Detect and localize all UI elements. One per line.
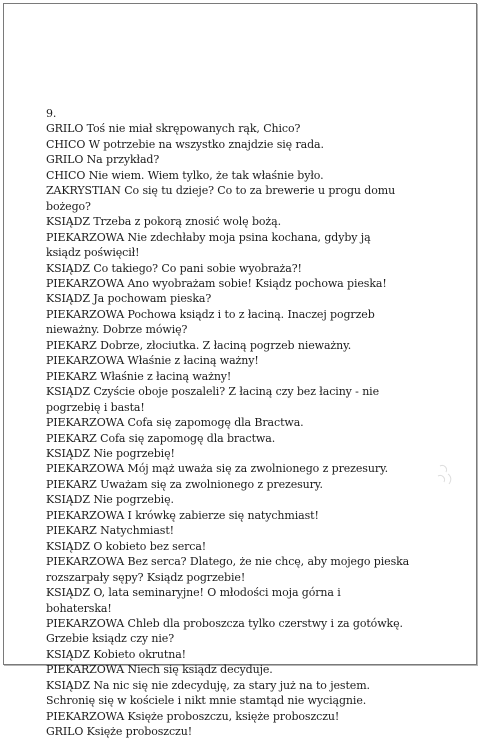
dialogue-text: Uważam się za zwolnionego z prezesury. [100,477,323,491]
dialogue-line [46,570,446,585]
dialogue-text: bożego? [46,199,91,213]
dialogue-line [46,199,446,214]
dialogue-line [46,693,446,708]
dialogue-text: I krówkę zabierze się natychmiast! [127,508,319,522]
speaker-name: PIEKARZOWA [46,616,125,630]
speaker-name: GRILO [46,122,84,136]
dialogue-text: Schronię się w kościele i nikt mnie stamtąd nie wyciągnie. [46,694,367,708]
dialogue-line [46,384,446,399]
speaker-name: KSIĄDZ [46,385,90,399]
speaker-name: PIEKARZOWA [46,307,125,321]
dialogue-text: Co się tu dzieje? Co to za brewerie u progu domu [124,184,396,198]
dialogue-line [46,152,446,167]
dialogue-text: rozszarpały sępy? Ksiądz pogrzebie! [46,570,246,584]
dialogue-line [46,678,446,693]
dialogue-text: Pochowa ksiądz i to z łaciną. Inaczej pogrzeb [127,307,375,321]
dialogue-text: O, lata seminaryjne! O młodości moja górna i [93,586,341,600]
dialogue-text: Księże proboszczu, księże proboszczu! [127,709,340,723]
dialogue-text: Dobrze, złociutka. Z łaciną pogrzeb nieważny. [100,338,352,352]
speaker-name: CHICO [46,137,86,151]
dialogue-text: Mój mąż uważa się za zwolnionego z prezesury. [127,462,389,476]
dialogue-text: O kobieto bez serca! [93,539,207,553]
speaker-name: PIEKARZ [46,369,97,383]
dialogue-text: Co takiego? Co pani sobie wyobraża?! [93,261,302,275]
dialogue-line [46,168,446,183]
dialogue-text: Cofa się zapomogę dla Bractwa. [127,416,304,430]
dialogue-text: Właśnie z łaciną ważny! [100,369,232,383]
dialogue-line [46,724,446,739]
dialogue-line [46,137,446,152]
dialogue-text: nieważny. Dobrze mówię? [46,323,188,337]
dialogue-text: ksiądz poświęcił! [46,246,140,260]
speaker-name: KSIĄDZ [46,292,90,306]
dialogue-text: Ja pochowam pieska? [93,292,212,306]
speaker-name: CHICO [46,168,86,182]
dialogue-text: Ano wyobrażam sobie! Ksiądz pochowa pieska! [127,276,387,290]
dialogue-text: Na nic się nie zdecyduję, za stary już na to jestem. [93,678,370,692]
dialogue-text: Nie wiem. Wiem tylko, że tak właśnie było. [88,168,324,182]
speaker-name: PIEKARZ [46,524,97,538]
dialogue-text: Bez serca? Dlatego, że nie chcę, aby mojego pieska [127,555,410,569]
dialogue-line [46,477,446,492]
speaker-name: PIEKARZOWA [46,230,125,244]
dialogue-line [46,709,446,724]
dialogue-line [46,276,446,291]
speaker-name: GRILO [46,153,84,167]
speaker-name: KSIĄDZ [46,215,90,229]
dialogue-line [46,601,446,616]
dialogue-text: Trzeba z pokorą znosić wolę bożą. [93,215,281,229]
dialogue-line [46,539,446,554]
dialogue-line [46,631,446,646]
dialogue-line [46,353,446,368]
dialogue-line [46,446,446,461]
speaker-name: KSIĄDZ [46,678,90,692]
speaker-name: PIEKARZOWA [46,663,125,677]
speaker-name: KSIĄDZ [46,493,90,507]
dialogue-text: Toś nie miał skrępowanych rąk, Chico? [86,122,301,136]
dialogue-line [46,616,446,631]
speaker-name: PIEKARZOWA [46,709,125,723]
dialogue-text: Nie zdechłaby moja psina kochana, gdyby ją [127,230,371,244]
dialogue-text: bohaterska! [46,601,112,615]
dialogue-line [46,523,446,538]
dialogue-text: Czyście oboje poszaleli? Z łaciną czy bez łaciny - nie [93,385,380,399]
dialogue-line [46,585,446,600]
dialogue-line [46,214,446,229]
speaker-name: KSIĄDZ [46,647,90,661]
speaker-name: PIEKARZ [46,338,97,352]
dialogue-line [46,492,446,507]
dialogue-text: Natychmiast! [100,524,174,538]
dialogue-line [46,415,446,430]
dialogue-text: Chleb dla proboszcza tylko czerstwy i za gotówkę. [127,616,403,630]
paper-smudge-mark [434,462,456,488]
dialogue-line [46,261,446,276]
speaker-name: PIEKARZOWA [46,508,125,522]
speaker-name: KSIĄDZ [46,446,90,460]
speaker-name: PIEKARZ [46,431,97,445]
dialogue-line [46,230,446,245]
speaker-name: KSIĄDZ [46,586,90,600]
dialogue-line [46,369,446,384]
script-text [46,106,446,740]
dialogue-line [46,121,446,136]
speaker-name: PIEKARZ [46,477,97,491]
speaker-name: ZAKRYSTIAN [46,184,121,198]
dialogue-text: Kobieto okrutna! [93,647,186,661]
speaker-name: GRILO [46,725,84,739]
page-number: 9. [46,107,57,120]
dialogue-line [46,291,446,306]
dialogue-text: Księże proboszczu! [86,725,193,739]
speaker-name: PIEKARZOWA [46,462,125,476]
dialogue-line [46,183,446,198]
dialogue-line [46,431,446,446]
document-page [3,3,477,739]
dialogue-text: Cofa się zapomogę dla bractwa. [100,431,276,445]
dialogue-line [46,662,446,677]
dialogue-line [46,307,446,322]
speaker-name: PIEKARZOWA [46,276,125,290]
dialogue-line [46,508,446,523]
dialogue-text: Grzebie ksiądz czy nie? [46,632,175,646]
dialogue-text: Właśnie z łaciną ważny! [127,354,259,368]
speaker-name: KSIĄDZ [46,261,90,275]
dialogue-line [46,245,446,260]
dialogue-text: Na przykład? [86,153,160,167]
dialogue-text: pogrzebię i basta! [46,400,145,414]
dialogue-text: W potrzebie na wszystko znajdzie się rada. [88,137,324,151]
speaker-name: PIEKARZOWA [46,354,125,368]
dialogue-text: Niech się ksiądz decyduje. [127,663,273,677]
speaker-name: PIEKARZOWA [46,555,125,569]
dialogue-text: Nie pogrzebię. [93,493,174,507]
dialogue-line [46,554,446,569]
dialogue-line [46,647,446,662]
dialogue-text: Nie pogrzebię! [93,446,175,460]
dialogue-line [46,338,446,353]
speaker-name: PIEKARZOWA [46,416,125,430]
dialogue-line [46,322,446,337]
dialogue-line [46,461,446,476]
speaker-name: KSIĄDZ [46,539,90,553]
dialogue-line [46,400,446,415]
